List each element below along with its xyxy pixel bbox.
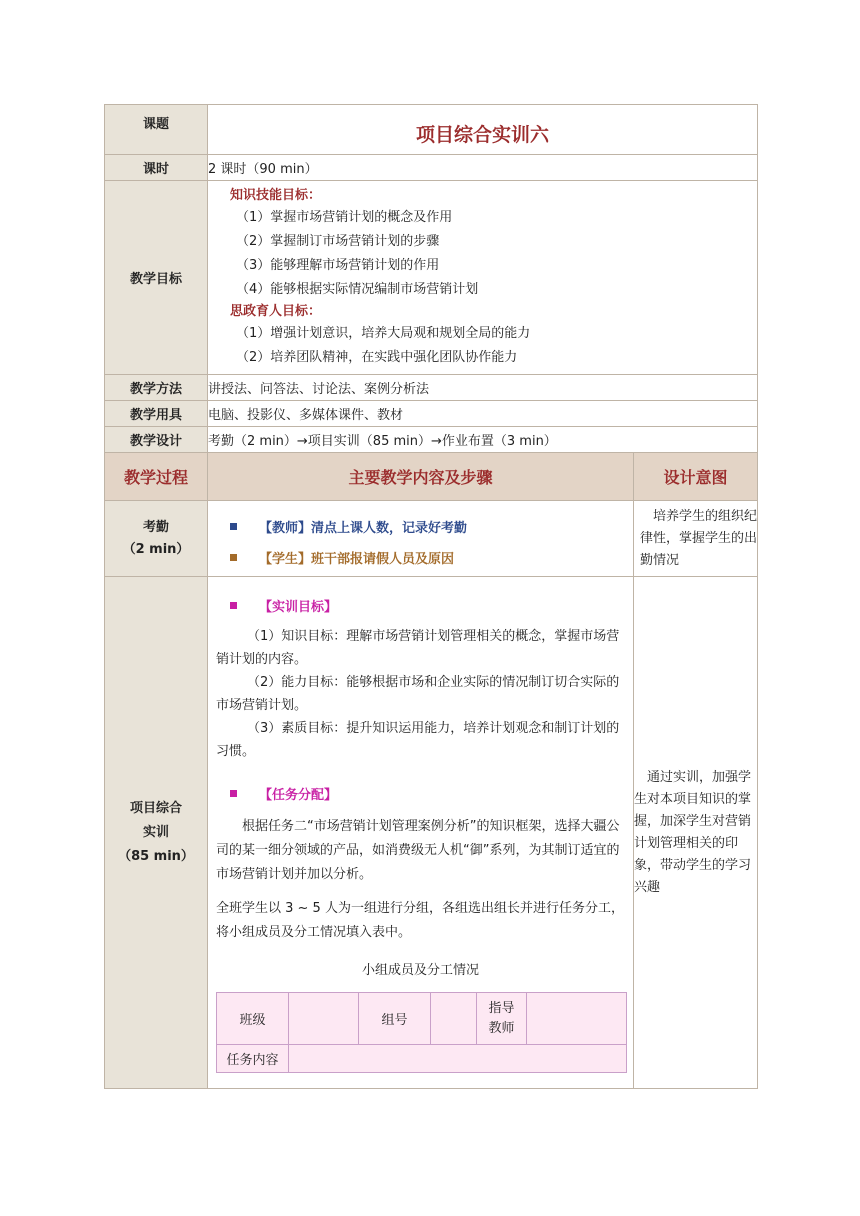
attendance-intent-text: 培养学生的组织纪律性，掌握学生的出勤情况: [640, 508, 758, 568]
tools-row: [105, 401, 758, 427]
method-row: [105, 375, 758, 401]
task-paragraph: 根据任务二“市场营销计划管理案例分析”的知识框架，选择大疆公司的某一细分领域的产品，如消费级无人机“御”系列，为其制订适宜的市场营销计划并加以分析。: [216, 819, 620, 882]
attendance-row: [105, 501, 758, 577]
content-header: 主要教学内容及步骤: [208, 453, 634, 501]
square-bullet-icon: [230, 790, 237, 797]
task-paragraph: 全班学生以 3 ~ 5 人为一组进行分组，各组选出组长并进行任务分工，将小组成员及分工情况填入表中。: [216, 901, 624, 940]
hours-row: [105, 155, 758, 181]
attendance-content: [208, 501, 634, 577]
process-header-row: [105, 453, 758, 501]
training-goal-knowledge: （1）知识目标：理解市场营销计划管理相关的概念，掌握市场营销计划的内容。: [216, 629, 620, 667]
attendance-label: [105, 501, 208, 577]
intent-header: 设计意图: [634, 453, 758, 501]
knowledge-goal-heading: 知识技能目标：: [230, 187, 322, 203]
advisor-label: [477, 993, 527, 1045]
method-value: 讲授法、问答法、讨论法、案例分析法: [208, 375, 758, 401]
group-table-row: [217, 1045, 627, 1073]
tools-label: 教学用具: [105, 401, 208, 427]
group-table-caption: 小组成员及分工情况: [361, 963, 479, 978]
method-label: 教学方法: [105, 375, 208, 401]
student-step-text: 【学生】班干部报请假人员及原因: [259, 552, 455, 567]
lesson-plan-table: [104, 104, 758, 1089]
training-label-line: 项目综合: [129, 800, 182, 816]
teacher-step-text: 【教师】清点上课人数，记录好考勤: [259, 521, 468, 536]
task-assignment-heading: [216, 777, 625, 809]
advisor-label-line: 教师: [488, 1020, 515, 1036]
training-goal-ability: （2）能力目标：能够根据市场和企业实际的情况制订切合实际的市场营销计划。: [216, 675, 620, 713]
attendance-time: （2 min）: [122, 541, 190, 557]
training-goal-heading-text: 【实训目标】: [259, 599, 338, 615]
training-time: （85 min）: [118, 848, 194, 864]
task-assignment-heading-text: 【任务分配】: [259, 787, 338, 803]
design-value: 考勤（2 min）→项目实训（85 min）→作业布置（3 min）: [208, 427, 758, 453]
task-content-label: 任务内容: [217, 1045, 289, 1073]
hours-label: 课时: [105, 155, 208, 181]
goals-cell: [208, 181, 758, 375]
page-title: 项目综合实训六: [208, 105, 758, 155]
topic-row: [105, 105, 758, 155]
tools-value: 电脑、投影仪、多媒体课件、教材: [208, 401, 758, 427]
advisor-field[interactable]: [527, 993, 627, 1045]
knowledge-goal-item: （2）掌握制订市场营销计划的步骤: [236, 233, 440, 249]
training-row: [105, 577, 758, 1089]
goals-label: 教学目标: [105, 181, 208, 375]
training-intent-text: 通过实训，加强学生对本项目知识的掌握，加深学生对营销计划管理相关的印象，带动学生的学习兴趣: [634, 769, 752, 895]
training-label-line: 实训: [142, 824, 169, 840]
group-number-label: 组号: [359, 993, 431, 1045]
training-label: [105, 577, 208, 1089]
student-step: [230, 546, 633, 570]
training-goal-heading: [216, 589, 625, 621]
group-table-row: [217, 993, 627, 1045]
knowledge-goal-item: （3）能够理解市场营销计划的作用: [236, 257, 440, 273]
class-field[interactable]: [289, 993, 359, 1045]
goals-row: [105, 181, 758, 375]
square-bullet-icon: [230, 554, 237, 561]
square-bullet-icon: [230, 523, 237, 530]
class-label: 班级: [217, 993, 289, 1045]
design-label: 教学设计: [105, 427, 208, 453]
teacher-step: [230, 508, 633, 546]
group-number-field[interactable]: [431, 993, 477, 1045]
knowledge-goal-item: （1）掌握市场营销计划的概念及作用: [236, 209, 453, 225]
attendance-label-line: 考勤: [142, 519, 169, 535]
knowledge-goal-item: （4）能够根据实际情况编制市场营销计划: [236, 281, 479, 297]
training-goal-quality: （3）素质目标：提升知识运用能力，培养计划观念和制订计划的习惯。: [216, 721, 620, 759]
task-content-field[interactable]: [289, 1045, 627, 1073]
topic-label: 课题: [105, 105, 208, 155]
advisor-label-line: 指导: [488, 1000, 515, 1016]
training-content: [208, 577, 634, 1089]
attendance-intent: [634, 501, 758, 577]
ideology-goal-heading: 思政育人目标：: [230, 303, 322, 319]
hours-value: 2 课时（90 min）: [208, 155, 758, 181]
square-bullet-icon: [230, 602, 237, 609]
ideology-goal-item: （1）增强计划意识，培养大局观和规划全局的能力: [236, 325, 531, 341]
group-table: [216, 992, 627, 1073]
ideology-goal-item: （2）培养团队精神，在实践中强化团队协作能力: [236, 349, 518, 365]
design-row: [105, 427, 758, 453]
training-intent: [634, 577, 758, 1089]
process-header: 教学过程: [105, 453, 208, 501]
